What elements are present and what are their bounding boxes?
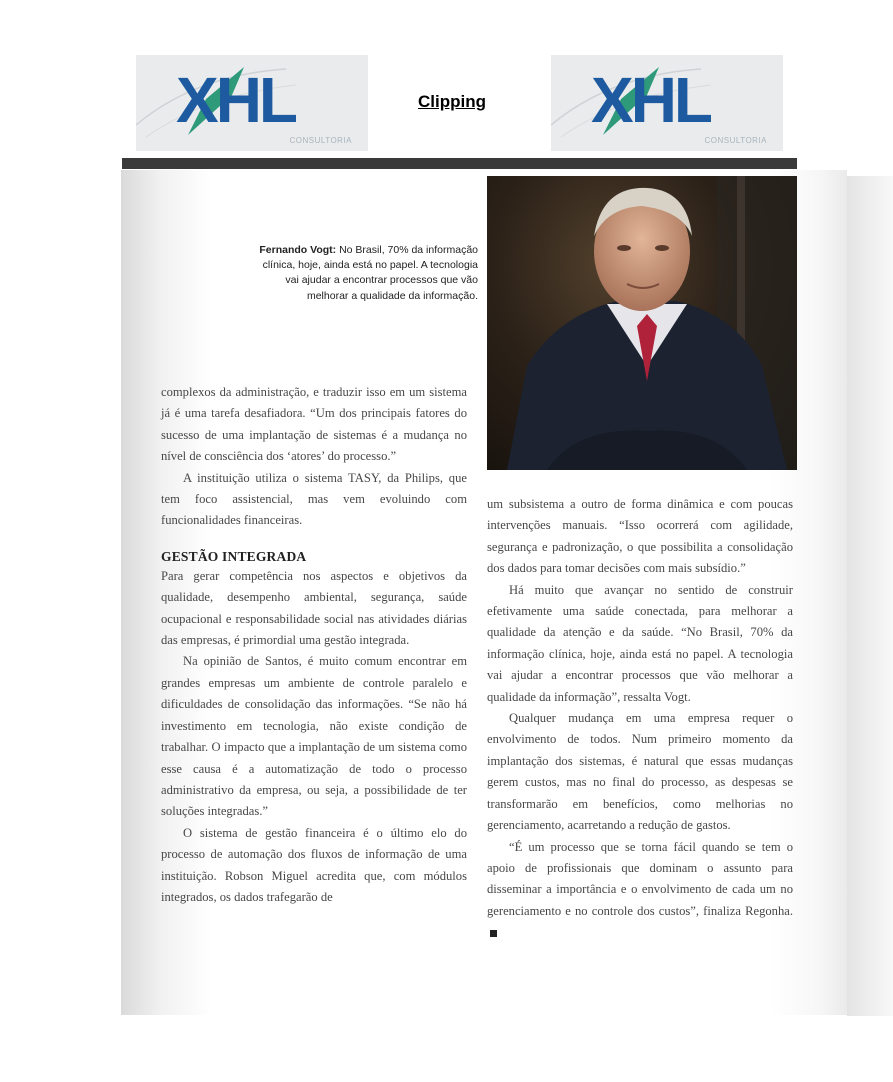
caption-name: Fernando Vogt:	[259, 244, 337, 256]
photo-caption	[258, 243, 478, 304]
xhl-logo-left	[136, 55, 368, 151]
paragraph: Para gerar competência nos aspectos e objetivos da qualidade, desempenho ambiental, segurança, saúde ocupacional e responsabilidade social nas atividades diárias das empresas, é primordial uma gestão integrada.	[161, 568, 467, 648]
paragraph: Qualquer mudança em uma empresa requer o envolvimento de todos. Num primeiro momento da implantação dos sistemas, é natural que essas mudanças gerem custos, mas no final do processo, as despesas se transformarão em benefícios, como melhorias no gerenciamento, acarretando a redução de gastos.	[487, 711, 793, 833]
header-divider	[122, 158, 797, 169]
portrait-photo	[487, 176, 797, 470]
paragraph: complexos da administração, e traduzir isso em um sistema já é uma tarefa desafiadora. “Um dos principais fatores do sucesso de uma implantação de sistemas é a mudança no nível de consciência dos ‘atores’ do processo.”	[161, 385, 467, 464]
page-title: Clipping	[418, 92, 486, 111]
caption-text: No Brasil, 70% da informação clínica, hoje, ainda está no papel. A tecnologia vai ajudar a encontrar processos que vão melhorar a qualidade da informação.	[262, 244, 478, 302]
paragraph: Há muito que avançar no sentido de construir efetivamente uma saúde conectada, para melhorar a qualidade da atenção e da saúde. “No Brasil, 70% da informação clínica, hoje, ainda está no papel. A tecnologia vai ajudar a encontrar processos que vão melhorar a qualidade da informação”, ressalta Vogt.	[487, 582, 793, 704]
page-edge-shadow	[847, 176, 893, 1016]
logo-subtitle: CONSULTORIA	[704, 136, 767, 145]
paragraph-text: “É um processo que se torna fácil quando se tem o apoio de profissionais que dominam o assunto para disseminar a importância e o envolvimento de cada um no gerenciamento e no controle dos custos”, finaliza Regonha.	[487, 839, 793, 918]
portrait-figure	[487, 176, 797, 470]
paragraph: um subsistema a outro de forma dinâmica e com poucas intervenções manuais. “Isso ocorrerá com agilidade, segurança e padronização, o que possibilita a consolidação dos dados para tomar decisões com mais subsídio.”	[487, 497, 793, 576]
section-heading: GESTÃO INTEGRADA	[161, 548, 307, 564]
article-right-column	[487, 494, 793, 944]
logo-letters: XHL	[176, 64, 295, 136]
paragraph: O sistema de gestão financeira é o último elo do processo de automação dos fluxos de informação de uma instituição. Robson Miguel acredita que, com módulos integrados, os dados trafegarão de	[161, 825, 467, 904]
paragraph: Na opinião de Santos, é muito comum encontrar em grandes empresas um ambiente de controle paralelo e dificuldades de consolidação das informações. “Se não há investimento em tecnologia, não existe condição de trabalhar. O impacto que a implantação de um sistema como esse causa é a automatização de todo o processo administrativo da empresa, ou seja, a possibilidade de ter soluções integradas.”	[161, 654, 467, 819]
paragraph-last	[487, 837, 793, 944]
logo-letters: XHL	[591, 64, 710, 136]
paragraph: A instituição utiliza o sistema TASY, da Philips, que tem foco assistencial, mas vem evoluindo com funcionalidades financeiras.	[161, 470, 467, 528]
xhl-logo-right	[551, 55, 783, 151]
end-of-article-icon	[490, 930, 497, 937]
logo-subtitle: CONSULTORIA	[289, 136, 352, 145]
article-left-column	[161, 382, 467, 908]
